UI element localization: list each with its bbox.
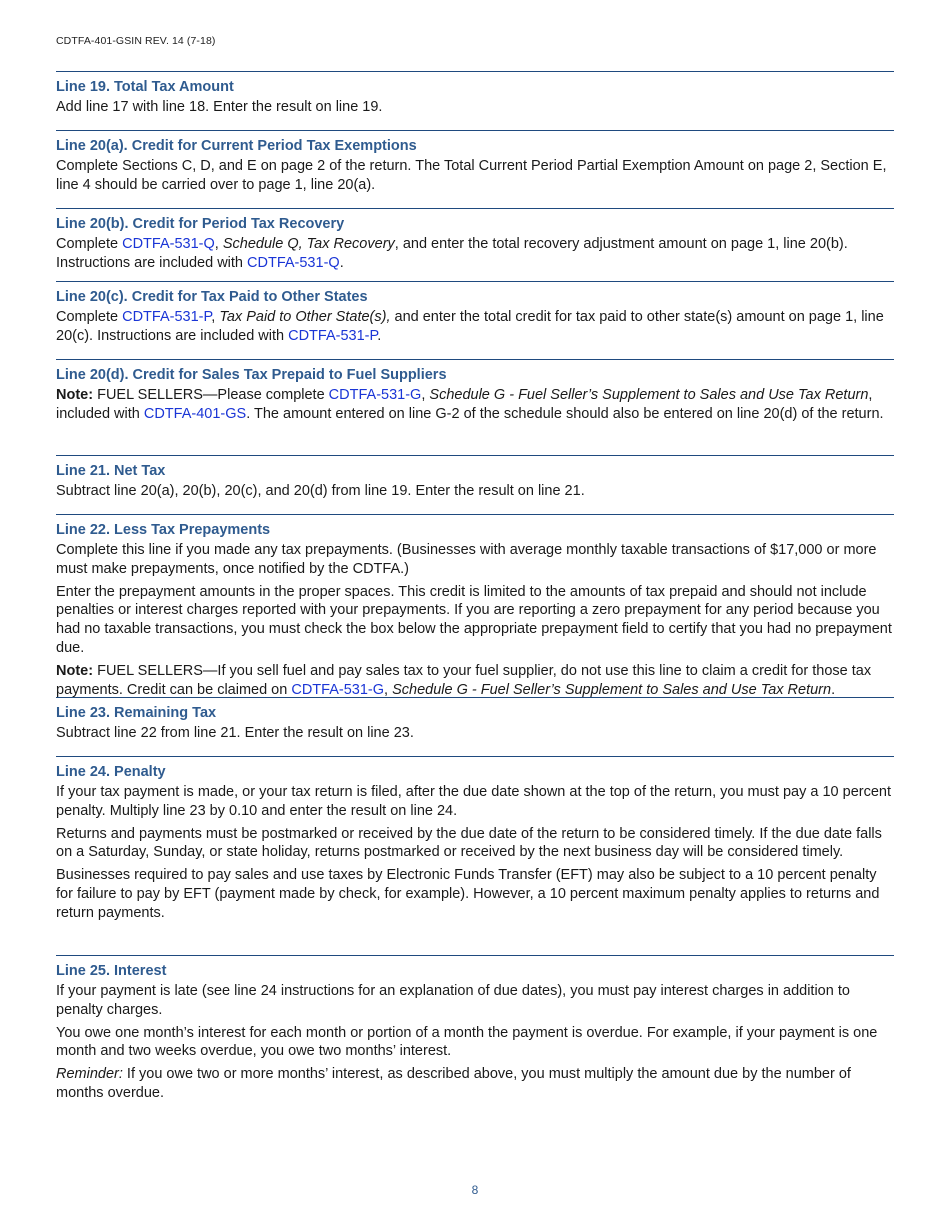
section-heading: Line 25. Interest [56, 963, 167, 979]
section-text [56, 1065, 894, 1103]
section-line-21 [56, 455, 894, 514]
section-text: Add line 17 with line 18. Enter the result on line 19. [56, 99, 383, 115]
text-run: , [211, 309, 220, 325]
cdtfa-531-p-link[interactable]: CDTFA-531-P [122, 309, 212, 325]
form-title-italic: Tax Paid to Other State(s), [219, 309, 391, 325]
section-text: Returns and payments must be postmarked or received by the due date of the return to be considered timely. If the due date falls on a Saturday, Sunday, or state holiday, returns postmarked or received by the next business day will be considered timely. [56, 825, 882, 861]
section-line-20b [56, 208, 894, 281]
text-run: , and enter the total recovery adjustment amount on page 1, line 20(b). Instructions are included with [56, 236, 848, 271]
section-text: Subtract line 20(a), 20(b), 20(c), and 20(d) from line 19. Enter the result on line 21. [56, 483, 585, 499]
section-line-24 [56, 756, 894, 955]
text-run: If you owe two or more months’ interest, as described above, you must multiply the amount due by the number of months overdue. [56, 1066, 851, 1101]
cdtfa-401-gs-link[interactable]: CDTFA-401-GS [143, 405, 247, 422]
section-text [56, 308, 894, 346]
text-run: , [384, 681, 393, 698]
section-text: You owe one month’s interest for each month or portion of a month the payment is overdue. For example, if your payment is one month and two weeks overdue, you owe two months’ interest. [56, 1024, 878, 1060]
text-run: , included with [56, 387, 873, 422]
section-heading: Line 20(c). Credit for Tax Paid to Other States [56, 289, 368, 305]
section-line-23 [56, 697, 894, 756]
page-number: 8 [471, 1183, 479, 1197]
section-text: Complete this line if you made any tax prepayments. (Businesses with average monthly taxable transactions of $17,000 or more must make prepayments, once notified by the CDTFA.) [56, 542, 877, 577]
section-text: If your tax payment is made, or your tax return is filed, after the due date shown at the top of the return, you must pay a 10 percent penalty. Multiply line 23 by 0.10 and enter the result on line 24. [56, 784, 892, 819]
text-run: . [831, 681, 836, 698]
section-heading: Line 22. Less Tax Prepayments [56, 522, 271, 538]
form-title-italic: Schedule Q, Tax Recovery [222, 236, 395, 252]
text-run: Complete [56, 236, 123, 252]
instructions-content [56, 71, 894, 1103]
form-title-italic: Schedule G - Fuel Seller’s Supplement to Sales and Use Tax Return [429, 387, 869, 403]
section-line-20d [56, 359, 894, 455]
section-heading: Line 19. Total Tax Amount [56, 79, 234, 95]
text-run: . [377, 327, 382, 344]
text-run: Complete [56, 309, 123, 325]
section-line-20a [56, 130, 894, 208]
section-line-25 [56, 955, 894, 1103]
section-text [56, 386, 894, 424]
section-text: If your payment is late (see line 24 instructions for an explanation of due dates), you must pay interest charges in addition to penalty charges. [56, 983, 850, 1018]
section-heading: Line 24. Penalty [56, 764, 166, 780]
section-heading: Line 20(b). Credit for Period Tax Recovery [56, 216, 345, 232]
note-label: Note: [56, 662, 94, 679]
section-line-19 [56, 71, 894, 130]
text-run: . The amount entered on line G-2 of the schedule should also be entered on line 20(d) of the return. [246, 405, 884, 422]
section-heading: Line 20(d). Credit for Sales Tax Prepaid to Fuel Suppliers [56, 367, 447, 383]
text-run: and enter the total credit for tax paid to other state(s) amount on page 1, line 20(c). Instructions are included with [56, 309, 884, 344]
note-label: Note: [56, 387, 94, 403]
text-run: , [421, 387, 430, 403]
section-text: Subtract line 22 from line 21. Enter the result on line 23. [56, 725, 414, 741]
section-heading: Line 20(a). Credit for Current Period Tax Exemptions [56, 138, 417, 154]
section-text: Complete Sections C, D, and E on page 2 of the return. The Total Current Period Partial Exemption Amount on page 2, Section E, line 4 should be carried over to page 1, line 20(a). [56, 158, 887, 193]
cdtfa-531-q-link[interactable]: CDTFA-531-Q [122, 236, 215, 252]
section-text [56, 662, 894, 700]
cdtfa-531-g-link[interactable]: CDTFA-531-G [328, 387, 422, 403]
form-id: CDTFA-401-GSIN REV. 14 (7-18) [56, 35, 216, 47]
text-run: FUEL SELLERS—Please complete [93, 387, 329, 403]
reminder-label: Reminder: [56, 1066, 123, 1083]
section-text: Enter the prepayment amounts in the proper spaces. This credit is limited to the amounts of tax prepaid and should not include penalties or interest charges reported with your prepayments. If you are reporting a zero prepayment for any period because you had no taxable transactions, you must check the box below the appropriate prepayment field to certify that you had no prepayment due. [56, 583, 892, 656]
form-title-italic: Schedule G - Fuel Seller’s Supplement to Sales and Use Tax Return [392, 681, 832, 698]
section-heading: Line 21. Net Tax [56, 463, 166, 479]
cdtfa-531-p-link[interactable]: CDTFA-531-P [288, 327, 378, 344]
cdtfa-531-g-link[interactable]: CDTFA-531-G [291, 681, 385, 698]
text-run: FUEL SELLERS—If you sell fuel and pay sales tax to your fuel supplier, do not use this line to claim a credit for those tax payments. Credit can be claimed on [56, 662, 872, 698]
text-run: , [214, 236, 223, 252]
section-text: Businesses required to pay sales and use taxes by Electronic Funds Transfer (EFT) may also be subject to a 10 percent penalty for failure to pay by EFT (payment made by check, for example). However, a 10 percent maximum penalty applies to returns and return payments. [56, 867, 880, 921]
section-heading: Line 23. Remaining Tax [56, 705, 217, 721]
text-run: . [339, 254, 344, 271]
section-text [56, 235, 894, 273]
section-line-20c [56, 281, 894, 359]
section-line-22 [56, 514, 894, 697]
cdtfa-531-q-link[interactable]: CDTFA-531-Q [247, 254, 340, 271]
